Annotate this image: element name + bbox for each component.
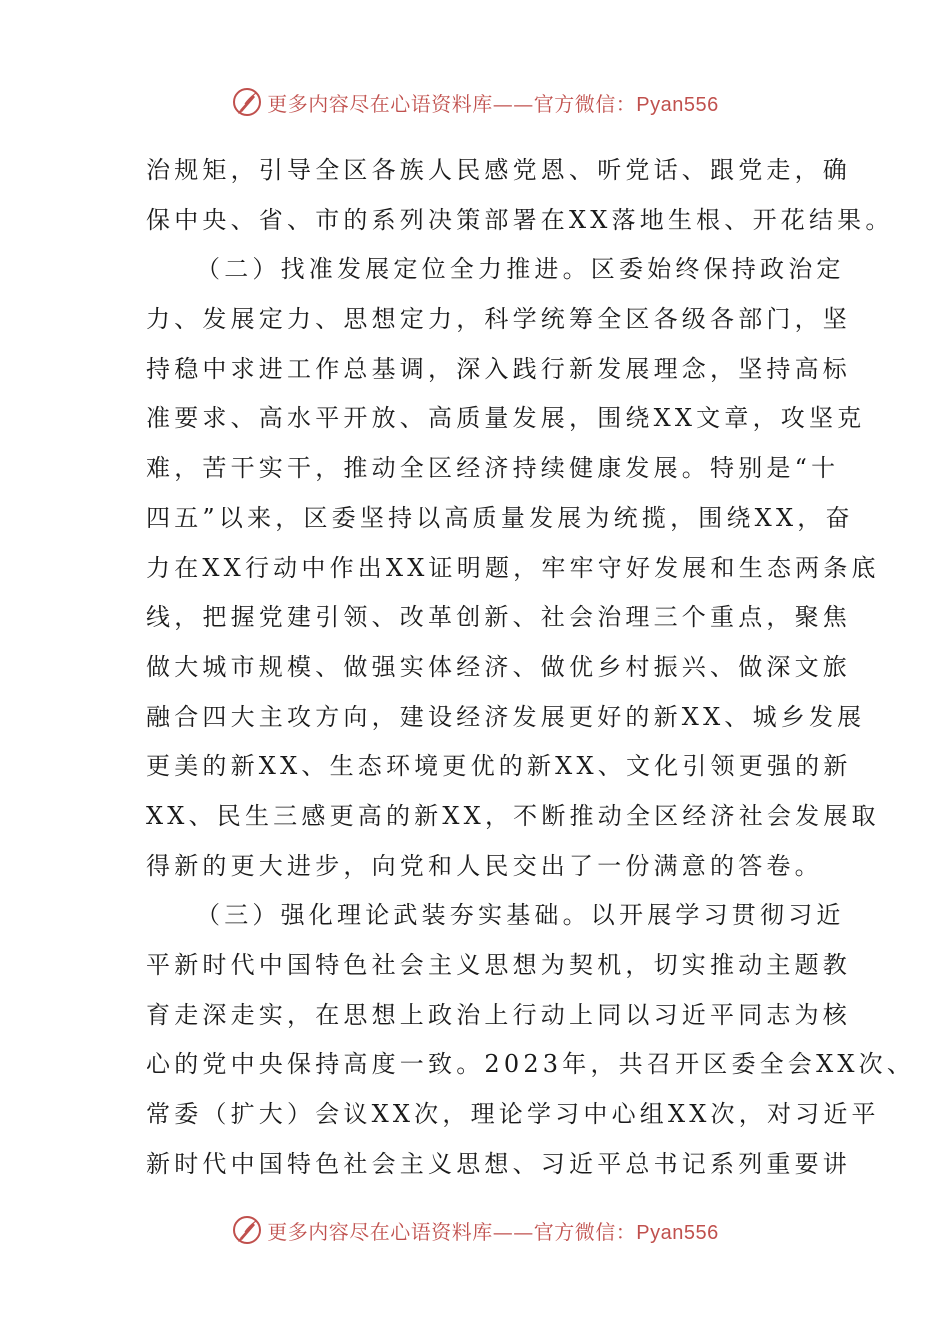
footer-watermark-banner <box>0 1208 950 1252</box>
text-line: 力在XX行动中作出XX证明题，牢牢守好发展和生态两条底 <box>146 553 880 582</box>
text-line: 难，苦干实干，推动全区经济持续健康发展。特别是“十 <box>146 454 840 483</box>
text-line: 做大城市规模、做强实体经济、做优乡村振兴、做深文旅 <box>146 652 851 681</box>
quill-logo-icon <box>231 86 263 118</box>
text-line: 常委（扩大）会议XX次，理论学习中心组XX次，对习近平 <box>146 1100 880 1129</box>
text-line: 线，把握党建引领、改革创新、社会治理三个重点，聚焦 <box>146 603 851 632</box>
text-line: 育走深走实，在思想上政治上行动上同以习近平同志为核 <box>146 1000 851 1029</box>
text-line: 四五”以来，区委坚持以高质量发展为统揽，围绕XX，奋 <box>146 503 854 532</box>
header-banner-text <box>267 88 718 117</box>
footer-banner-dash: —— <box>492 1219 534 1244</box>
section-heading-line: （二）找准发展定位全力推进。区委始终保持政治定 <box>196 255 845 284</box>
text-line: 平新时代中国特色社会主义思想为契机，切实推动主题教 <box>146 951 851 979</box>
document-body <box>146 146 916 1189</box>
footer-banner-title: 更多内容尽在心语资料库 <box>267 1219 493 1244</box>
text-line: 得新的更大进步，向党和人民交出了一份满意的答卷。 <box>146 851 823 880</box>
header-banner-label: 官方微信： <box>533 91 637 116</box>
footer-banner-label: 官方微信： <box>533 1219 637 1244</box>
text-line: 融合四大主攻方向，建设经济发展更好的新XX、城乡发展 <box>146 702 866 731</box>
text-line: 更美的新XX、生态环境更优的新XX、文化引领更强的新 <box>146 752 852 781</box>
header-banner-dash: —— <box>492 91 534 116</box>
section-heading-line: （三）强化理论武装夯实基础。以开展学习贯彻习近 <box>196 901 845 930</box>
footer-banner-text <box>267 1216 718 1245</box>
quill-logo-icon <box>231 1214 263 1246</box>
text-line: 持稳中求进工作总基调，深入践行新发展理念，坚持高标 <box>146 354 851 383</box>
text-line: XX、民生三感更高的新XX，不断推动全区经济社会发展取 <box>146 801 880 830</box>
text-line: 新时代中国特色社会主义思想、习近平总书记系列重要讲 <box>146 1149 851 1178</box>
footer-banner-wechat-id: Pyan556 <box>636 1221 719 1244</box>
text-line: 准要求、高水平开放、高质量发展，围绕XX文章，攻坚克 <box>146 404 866 433</box>
text-line: 心的党中央保持高度一致。2023年，共召开区委全会XX次、 <box>146 1050 916 1079</box>
text-line: 保中央、省、市的系列决策部署在XX落地生根、开花结果。 <box>146 205 894 234</box>
text-line: 治规矩，引导全区各族人民感党恩、听党话、跟党走，确 <box>146 156 851 184</box>
text-line: 力、发展定力、思想定力，科学统筹全区各级各部门，坚 <box>146 305 851 334</box>
header-watermark-banner <box>0 80 950 124</box>
header-banner-wechat-id: Pyan556 <box>636 93 719 116</box>
header-banner-title: 更多内容尽在心语资料库 <box>267 91 493 116</box>
